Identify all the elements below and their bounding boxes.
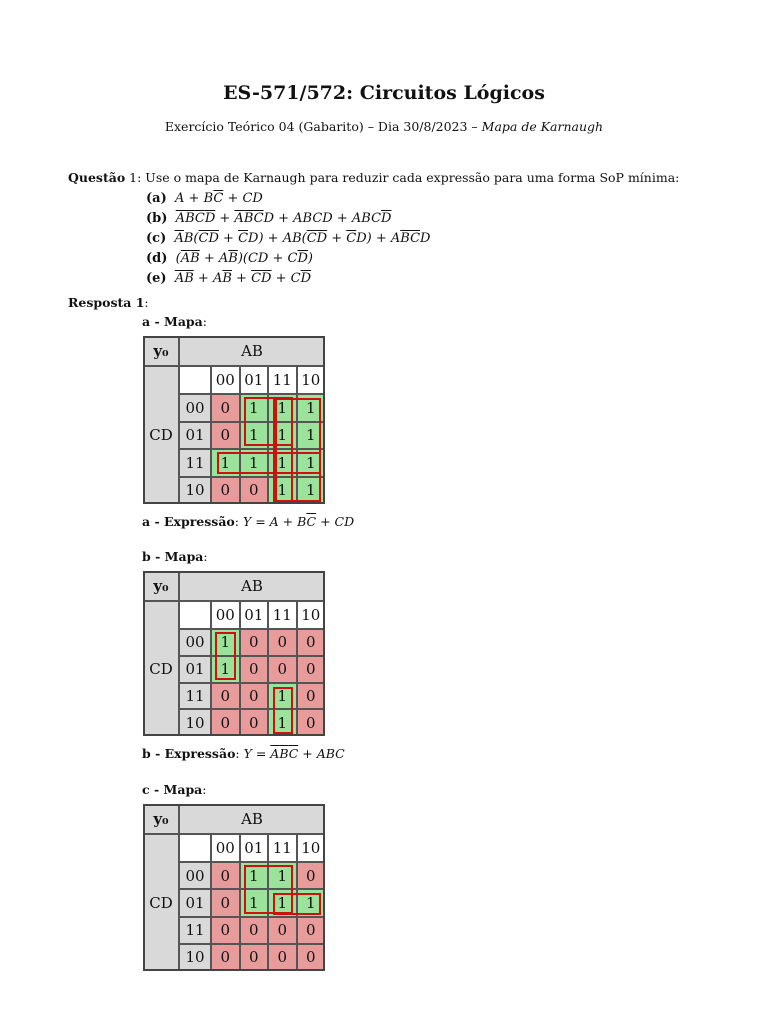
kmap-row-header: 01: [179, 889, 211, 916]
kmap-col-header: 01: [240, 834, 269, 862]
kmap-cell: 1: [268, 709, 297, 736]
kmap-cell: 1: [297, 889, 326, 916]
kmap-row-header: 11: [179, 917, 211, 944]
kmap-cell: 0: [211, 477, 240, 505]
kmap-cell: 0: [211, 917, 240, 944]
kmap-cell: 1: [297, 477, 326, 505]
kmap-col-header: 01: [240, 601, 269, 629]
kmap-cell: 1: [268, 862, 297, 889]
kmap-group-loop: [217, 452, 321, 474]
kmap-cell: 1: [211, 656, 240, 683]
kmap-cell: 0: [211, 709, 240, 736]
kmap-cell: 0: [211, 422, 240, 450]
expression-b: b - Expressão: $Y = \overline{A}\overline{B}\overline{C}$ + ABC: [142, 746, 345, 761]
item-tag: (d): [146, 251, 168, 266]
kmap-col-header: 10: [297, 366, 326, 394]
kmap-row-header: 00: [179, 629, 211, 656]
kmap-group-loop: [215, 632, 236, 680]
kmap-row-header: 10: [179, 477, 211, 505]
kmap-cell: 1: [240, 422, 269, 450]
kmap-cell: 1: [268, 422, 297, 450]
kmap-cell: 0: [240, 709, 269, 736]
kmap-cell: 1: [240, 449, 269, 477]
kmap-col-header: 10: [297, 834, 326, 862]
question-item-b: (b) $\overline{A}\overline{B}\overline{C}\overline{D} + \overline{A}\overline{B}\overline{C}D$ + ABCD + $ABC\overline{D}$: [146, 211, 392, 226]
kmap-cd-header: CD: [143, 366, 179, 504]
kmap-cell: 0: [268, 917, 297, 944]
kmap-col-header: 01: [240, 366, 269, 394]
item-tag: (a): [146, 191, 167, 206]
kmap-cell: 1: [268, 449, 297, 477]
kmap-border: [143, 804, 325, 971]
map-b-label: b - Mapa:: [142, 549, 208, 564]
expression-label: b - Expressão: [142, 746, 236, 761]
kmap-cell: 0: [240, 656, 269, 683]
kmap-row-header: 11: [179, 683, 211, 710]
question-item-e: (e) $\overline{A}\overline{B} + A\overline{B} + \overline{C}\overline{D} + C\overline{D}$: [146, 271, 312, 286]
kmap-cell: 0: [297, 629, 326, 656]
kmap-cell: 0: [211, 944, 240, 971]
expression-a: a - Expressão: $Y = A + B\overline{C}$ + CD: [142, 514, 355, 529]
kmap-row-header: 00: [179, 862, 211, 889]
question-number: 1: [125, 170, 138, 185]
kmap-ab-header: AB: [179, 571, 325, 601]
kmap-col-header: 00: [211, 834, 240, 862]
kmap-group-loop: [273, 687, 293, 735]
karnaugh-map-c: [143, 804, 325, 971]
kmap-row-header: 10: [179, 944, 211, 971]
kmap-output-label: y₀: [143, 336, 179, 366]
kmap-cell: 0: [240, 683, 269, 710]
karnaugh-map-a: [143, 336, 325, 504]
kmap-col-header: 00: [211, 366, 240, 394]
kmap-row-header: 11: [179, 449, 211, 477]
kmap-cell: 0: [240, 477, 269, 505]
kmap-col-header: 11: [268, 601, 297, 629]
question-statement: [68, 170, 679, 185]
subtitle-text: Exercício Teórico 04 (Gabarito) – Dia 30/8/2023 –: [164, 119, 482, 134]
kmap-cell: 0: [240, 917, 269, 944]
answer-label: Resposta 1: [68, 295, 145, 310]
kmap-row-header: 01: [179, 422, 211, 450]
kmap-col-header: 00: [211, 601, 240, 629]
karnaugh-map-b: [143, 571, 325, 736]
kmap-row-header: 01: [179, 656, 211, 683]
answer-heading: [68, 295, 149, 310]
kmap-cell: 0: [297, 683, 326, 710]
subtitle-topic: Mapa de Karnaugh: [481, 119, 604, 134]
question-item-a: (a) $A + B\overline{C}$ + CD: [146, 191, 263, 206]
kmap-cd-header: CD: [143, 834, 179, 971]
map-c-label: c - Mapa:: [142, 782, 207, 797]
expression-label: a - Expressão: [142, 514, 235, 529]
kmap-cell: 1: [211, 629, 240, 656]
kmap-col-header: 10: [297, 601, 326, 629]
kmap-cell: 1: [268, 477, 297, 505]
answer-colon: :: [144, 295, 149, 310]
kmap-ab-header: AB: [179, 336, 325, 366]
kmap-cell: 0: [297, 656, 326, 683]
map-label-text: a - Mapa: [142, 314, 203, 329]
kmap-cell: 1: [297, 422, 326, 450]
kmap-cell: 0: [268, 656, 297, 683]
kmap-cell: 1: [240, 889, 269, 916]
kmap-cell: 0: [297, 917, 326, 944]
kmap-cell: 1: [268, 394, 297, 422]
kmap-cell: 1: [268, 683, 297, 710]
kmap-cell: 1: [297, 449, 326, 477]
map-a-label: a - Mapa:: [142, 314, 207, 329]
item-tag: (b): [146, 211, 168, 226]
kmap-col-header: 11: [268, 834, 297, 862]
kmap-cell: 0: [297, 862, 326, 889]
item-tag: (c): [146, 231, 167, 246]
kmap-cd-header: CD: [143, 601, 179, 736]
question-label: Questão: [68, 170, 126, 185]
kmap-cell: 0: [297, 944, 326, 971]
question-item-d: (d) $(\overline{A}\overline{B} + A\overline{B})(CD + C\overline{D})$: [146, 251, 313, 266]
map-label-text: b - Mapa: [142, 549, 204, 564]
kmap-col-header: 11: [268, 366, 297, 394]
kmap-cell: 1: [268, 889, 297, 916]
kmap-cell: 1: [297, 394, 326, 422]
kmap-cell: 0: [268, 944, 297, 971]
kmap-cell: 0: [211, 683, 240, 710]
kmap-cell: 0: [240, 944, 269, 971]
kmap-cell: 0: [240, 629, 269, 656]
kmap-ab-header: AB: [179, 804, 325, 834]
page-title: ES-571/572: Circuitos Lógicos: [223, 82, 545, 104]
kmap-output-label: y₀: [143, 804, 179, 834]
page-subtitle: [0, 119, 768, 134]
kmap-output-label: y₀: [143, 571, 179, 601]
kmap-group-loop: [273, 893, 321, 914]
kmap-cell: 0: [211, 889, 240, 916]
kmap-cell: 0: [268, 629, 297, 656]
kmap-group-loop: [275, 398, 293, 502]
kmap-cell: 1: [240, 394, 269, 422]
kmap-cell: 0: [211, 862, 240, 889]
map-label-text: c - Mapa: [142, 782, 203, 797]
question-text: : Use o mapa de Karnaugh para reduzir cada expressão para uma forma SoP mínima:: [137, 170, 680, 185]
kmap-cell: 1: [240, 862, 269, 889]
kmap-cell: 1: [211, 449, 240, 477]
kmap-cell: 0: [211, 394, 240, 422]
kmap-row-header: 00: [179, 394, 211, 422]
question-item-c: (c) $\overline{A}B(\overline{C}\overline{D} + \overline{C}D) + AB(\overline{C}\overline{D} + \overline{C}D) + A\overline{B}\overline{C}D$: [146, 231, 431, 246]
kmap-row-header: 10: [179, 709, 211, 736]
item-tag: (e): [146, 271, 167, 286]
kmap-cell: 0: [297, 709, 326, 736]
